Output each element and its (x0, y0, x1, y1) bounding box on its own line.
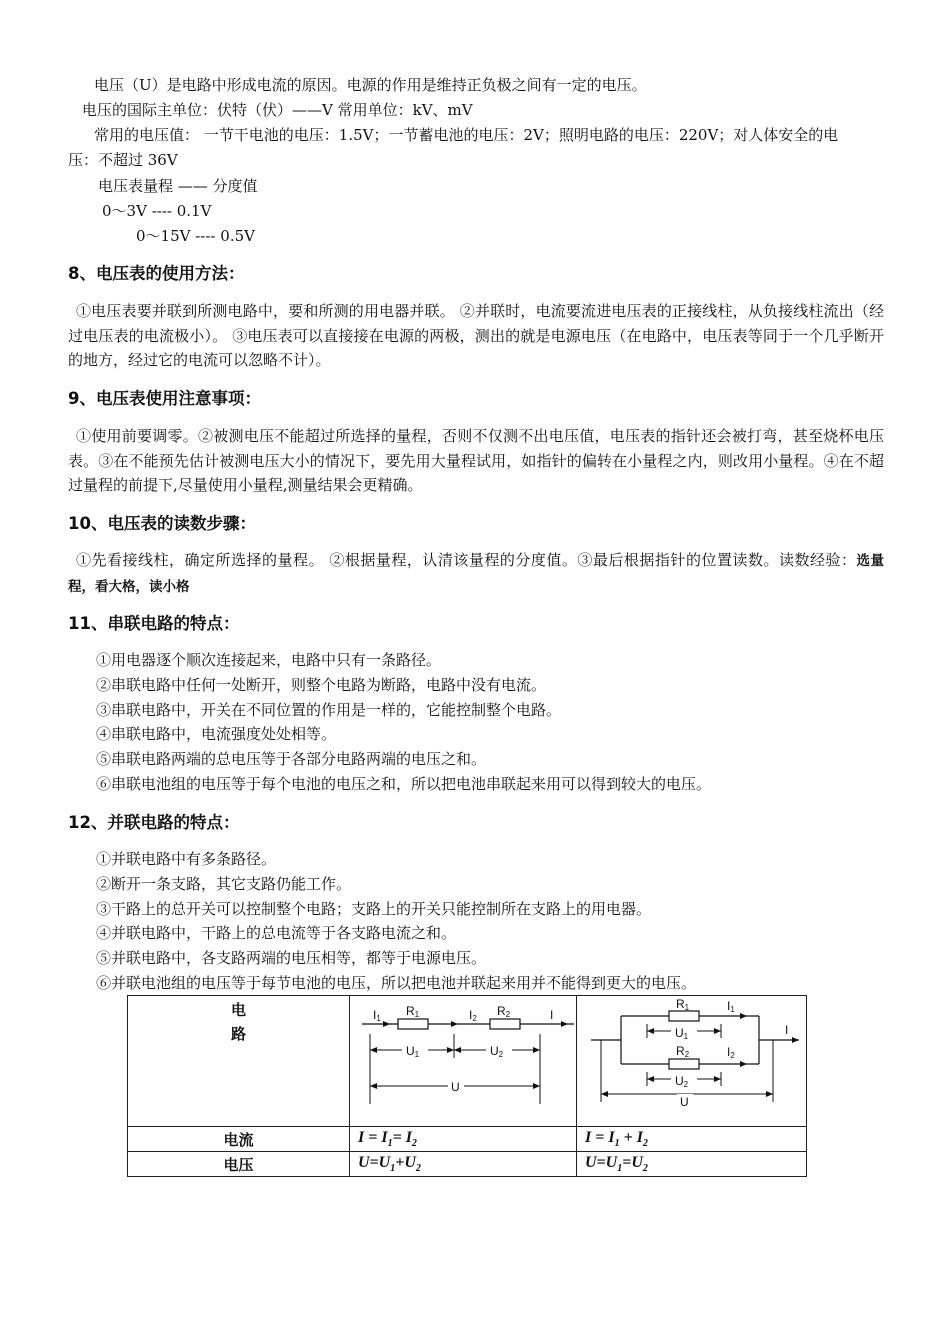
current-row-label: 电流 (128, 1127, 350, 1152)
svg-text:I1: I1 (727, 999, 735, 1014)
range-header: 电压表量程 —— 分度值 (98, 177, 258, 195)
svg-text:I2: I2 (727, 1045, 735, 1060)
intro-voltage-definition: 电压（U）是电路中形成电流的原因。电源的作用是维持正负极之间有一定的电压。 (94, 76, 647, 94)
table-row-circuit (128, 996, 807, 1127)
section-12-title: 12、并联电路的特点： (68, 813, 240, 832)
circuit-comparison-table (127, 995, 807, 1177)
intro-voltage-units: 电压的国际主单位：伏特（伏）——V 常用单位：kV、mV (82, 101, 473, 119)
svg-text:R2: R2 (497, 1004, 511, 1019)
resistor-r1 (398, 1019, 428, 1029)
svg-text:U: U (680, 1095, 689, 1109)
svg-text:I: I (785, 1023, 789, 1037)
circuit-label-char-1: 电 (230, 1001, 246, 1019)
parallel-circuit-cell (577, 996, 807, 1127)
circuit-row-label (128, 996, 350, 1127)
svg-text:R1: R1 (406, 1004, 420, 1019)
circuit-label-char-2: 路 (230, 1025, 246, 1043)
svg-text:R1: R1 (676, 997, 690, 1012)
series-circuit-cell (350, 996, 577, 1127)
table-row-voltage (128, 1152, 807, 1177)
series-voltage-formula: $U=U_1+U_2$ (350, 1152, 577, 1177)
section-11-title: 11、串联电路的特点： (68, 614, 240, 633)
section-10-title: 10、电压表的读数步骤： (68, 514, 256, 533)
series-item: ⑥串联电池组的电压等于每个电池的电压之和，所以把电池串联起来用可以得到较大的电压。 (96, 775, 712, 793)
range-large: 0～15V ---- 0.5V (136, 227, 255, 245)
section-9-title: 9、电压表使用注意事项： (68, 389, 261, 408)
svg-text:U: U (451, 1080, 460, 1094)
section-10-body (68, 548, 884, 599)
series-circuit-diagram (350, 996, 576, 1122)
series-current-formula: $I = I_1= I_2$ (350, 1127, 577, 1152)
parallel-item: ①并联电路中有多条路径。 (96, 850, 277, 868)
series-item: ①用电器逐个顺次连接起来，电路中只有一条路径。 (96, 651, 442, 669)
section-10-text: ①先看接线柱，确定所选择的量程。 ②根据量程，认清该量程的分度值。③最后根据指针的位置读数。读数经验： (76, 551, 857, 569)
series-item: ⑤串联电路两端的总电压等于各部分电路两端的电压之和。 (96, 750, 487, 768)
section-8-title: 8、电压表的使用方法： (68, 264, 245, 283)
range-small: 0～3V ---- 0.1V (102, 202, 212, 220)
section-9-body: ①使用前要调零。②被测电压不能超过所选择的量程，否则不仅测不出电压值，电压表的指针还会被打弯，甚至烧杯电压表。③在不能预先估计被测电压大小的情况下，要先用大量程试用，如指针的偏转在小量程之内，则改用小量程。④在不超过量程的前提下,尽量使用小量程,测量结果会更精确。 (68, 427, 884, 494)
section-8-body: ①电压表要并联到所测电路中，要和所测的用电器并联。 ②并联时，电流要流进电压表的正接线柱，从负接线柱流出（经过电压表的电流极小）。 ③电压表可以直接接在电源的两极，测出的就是电源电压（在电路中，电压表等同于一个几乎断开的地方，经过它的电流可以忽略不计）。 (68, 302, 884, 369)
resistor-r2-parallel (669, 1059, 699, 1069)
svg-text:I2: I2 (469, 1008, 477, 1023)
parallel-current-formula: $I = I_1 + I_2$ (577, 1127, 807, 1152)
parallel-item: ④并联电路中，干路上的总电流等于各支路电流之和。 (96, 924, 457, 942)
svg-text:U2: U2 (490, 1044, 504, 1059)
series-item: ②串联电路中任何一处断开，则整个电路为断路，电路中没有电流。 (96, 676, 547, 694)
voltage-row-label: 电压 (128, 1152, 350, 1177)
parallel-item: ⑤并联电路中，各支路两端的电压相等，都等于电源电压。 (96, 949, 487, 967)
series-item: ④串联电路中，电流强度处处相等。 (96, 725, 337, 743)
svg-text:I: I (550, 1008, 554, 1022)
resistor-r1-parallel (669, 1011, 699, 1021)
svg-text:I1: I1 (373, 1008, 381, 1023)
parallel-item: ③干路上的总开关可以控制整个电路；支路上的开关只能控制所在支路上的用电器。 (96, 900, 652, 918)
svg-text:U1: U1 (406, 1044, 420, 1059)
resistor-r2 (490, 1019, 520, 1029)
table-row-current (128, 1127, 807, 1152)
parallel-circuit-diagram (577, 996, 806, 1122)
parallel-item: ②断开一条支路，其它支路仍能工作。 (96, 875, 352, 893)
parallel-voltage-formula: $U=U_1=U_2$ (577, 1152, 807, 1177)
svg-text:U2: U2 (675, 1074, 689, 1089)
series-item: ③串联电路中，开关在不同位置的作用是一样的，它能控制整个电路。 (96, 701, 562, 719)
svg-text:R2: R2 (676, 1044, 690, 1059)
reading-tip: 选量程，看大格，读小格 (68, 553, 885, 595)
intro-common-voltages-cont: 压：不超过 36V (68, 151, 178, 169)
parallel-item: ⑥并联电池组的电压等于每节电池的电压，所以把电池并联起来用并不能得到更大的电压。 (96, 974, 697, 992)
intro-common-voltages: 常用的电压值： 一节干电池的电压：1.5V；一节蓄电池的电压：2V；照明电路的电压：220V；对人体安全的电 (94, 126, 839, 144)
svg-text:U1: U1 (675, 1026, 689, 1041)
